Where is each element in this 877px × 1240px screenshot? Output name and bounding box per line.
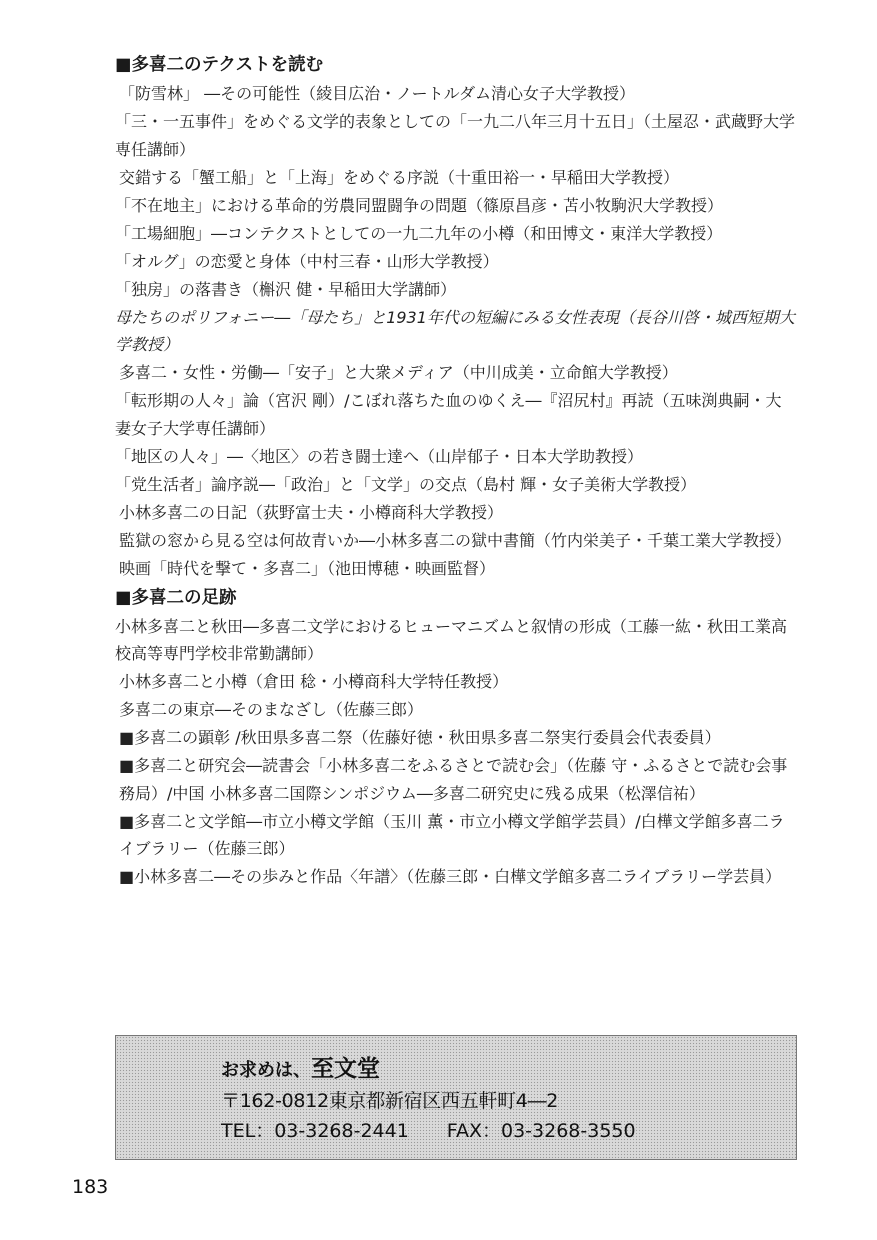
list-item: 交錯する「蟹工船」と「上海」をめぐる序説（十重田裕一・早稲田大学教授） xyxy=(119,167,680,187)
order-info-box xyxy=(115,1035,797,1160)
list-item: 小林多喜二の日記（荻野富士夫・小樽商科大学教授） xyxy=(119,502,504,522)
section-heading-footsteps: ■多喜二の足跡 xyxy=(115,587,237,608)
list-item: 「工場細胞」―コンテクストとしての一九二九年の小樽（和田博文・東洋大学教授） xyxy=(115,223,723,243)
fax-number: FAX：03-3268-3550 xyxy=(446,1120,636,1142)
list-item: 「オルグ」の恋愛と身体（中村三春・山形大学教授） xyxy=(115,251,499,271)
section-heading-texts: ■多喜二のテクストを読む xyxy=(115,55,324,75)
publisher-contact xyxy=(221,1116,636,1143)
list-item: ■多喜二と研究会―読書会「小林多喜二をふるさとで読む会」（佐藤 守・ふるさとで読む会事務局）/中国 小林多喜二国際シンポジウム―多喜二研究史に残る成果（松澤信祐） xyxy=(119,756,788,803)
tel-number: TEL：03-3268-2441 xyxy=(221,1120,409,1142)
list-item: 多喜二・女性・労働―「安子」と大衆メディア（中川成美・立命館大学教授） xyxy=(119,363,678,382)
list-item: 「転形期の人々」論（宮沢 剛）/こぼれ落ちた血のゆくえ―『沼尻村』再読（五味渕典嗣・大妻女子大学専任講師） xyxy=(115,391,782,438)
list-item: 小林多喜二と秋田―多喜二文学におけるヒューマニズムと叙情の形成（工藤一紘・秋田工業高校高等専門学校非常勤講師） xyxy=(115,616,788,663)
list-item: 「独房」の落書き（槲沢 健・早稲田大学講師） xyxy=(115,279,457,299)
list-item: 「不在地主」における革命的労農同盟闘争の問題（篠原昌彦・苫小牧駒沢大学教授） xyxy=(115,195,724,215)
list-item: ■多喜二の顕彰 /秋田県多喜二祭（佐藤好徳・秋田県多喜二祭実行委員会代表委員） xyxy=(119,728,721,747)
publisher-name: 至文堂 xyxy=(311,1056,380,1082)
list-item: 小林多喜二と小樽（倉田 稔・小樽商科大学特任教授） xyxy=(119,672,509,691)
order-lead-text: お求めは、 xyxy=(221,1060,311,1081)
publisher-address: 〒162-0812東京都新宿区西五軒町4―2 xyxy=(221,1090,559,1112)
list-item: 「三・一五事件」をめぐる文学的表象としての「一九二八年三月十五日」（土屋忍・武蔵野大学専任講師） xyxy=(115,112,796,159)
article-list xyxy=(115,50,797,891)
list-item: 「防雪林」 ―その可能性（綾目広治・ノートルダム清心女子大学教授） xyxy=(119,84,635,103)
list-item: 「党生活者」論序説―「政治」と「文学」の交点（島村 輝・女子美術大学教授） xyxy=(115,474,697,494)
list-item: 「地区の人々」―〈地区〉の若き闘士達へ（山岸郁子・日本大学助教授） xyxy=(115,446,644,466)
order-lead xyxy=(221,1050,380,1083)
list-item: ■小林多喜二―その歩みと作品〈年譜〉（佐藤三郎・白樺文学館多喜二ライブラリー学芸員） xyxy=(119,867,782,886)
list-item: 母たちのポリフォニー―「母たち」と1931年代の短編にみる女性表現（長谷川啓・城西短期大学教授） xyxy=(115,307,795,354)
list-item: ■多喜二と文学館―市立小樽文学館（玉川 薫・市立小樽文学館学芸員）/白樺文学館多喜二ライブラリー（佐藤三郎） xyxy=(119,811,785,858)
page-number: 183 xyxy=(72,1176,109,1198)
list-item: 監獄の窓から見る空は何故青いか―小林多喜二の獄中書簡（竹内栄美子・千葉工業大学教授） xyxy=(119,530,792,550)
list-item: 多喜二の東京―そのまなざし（佐藤三郎） xyxy=(119,700,424,719)
list-item: 映画「時代を撃て・多喜二」（池田博穂・映画監督） xyxy=(119,558,496,578)
